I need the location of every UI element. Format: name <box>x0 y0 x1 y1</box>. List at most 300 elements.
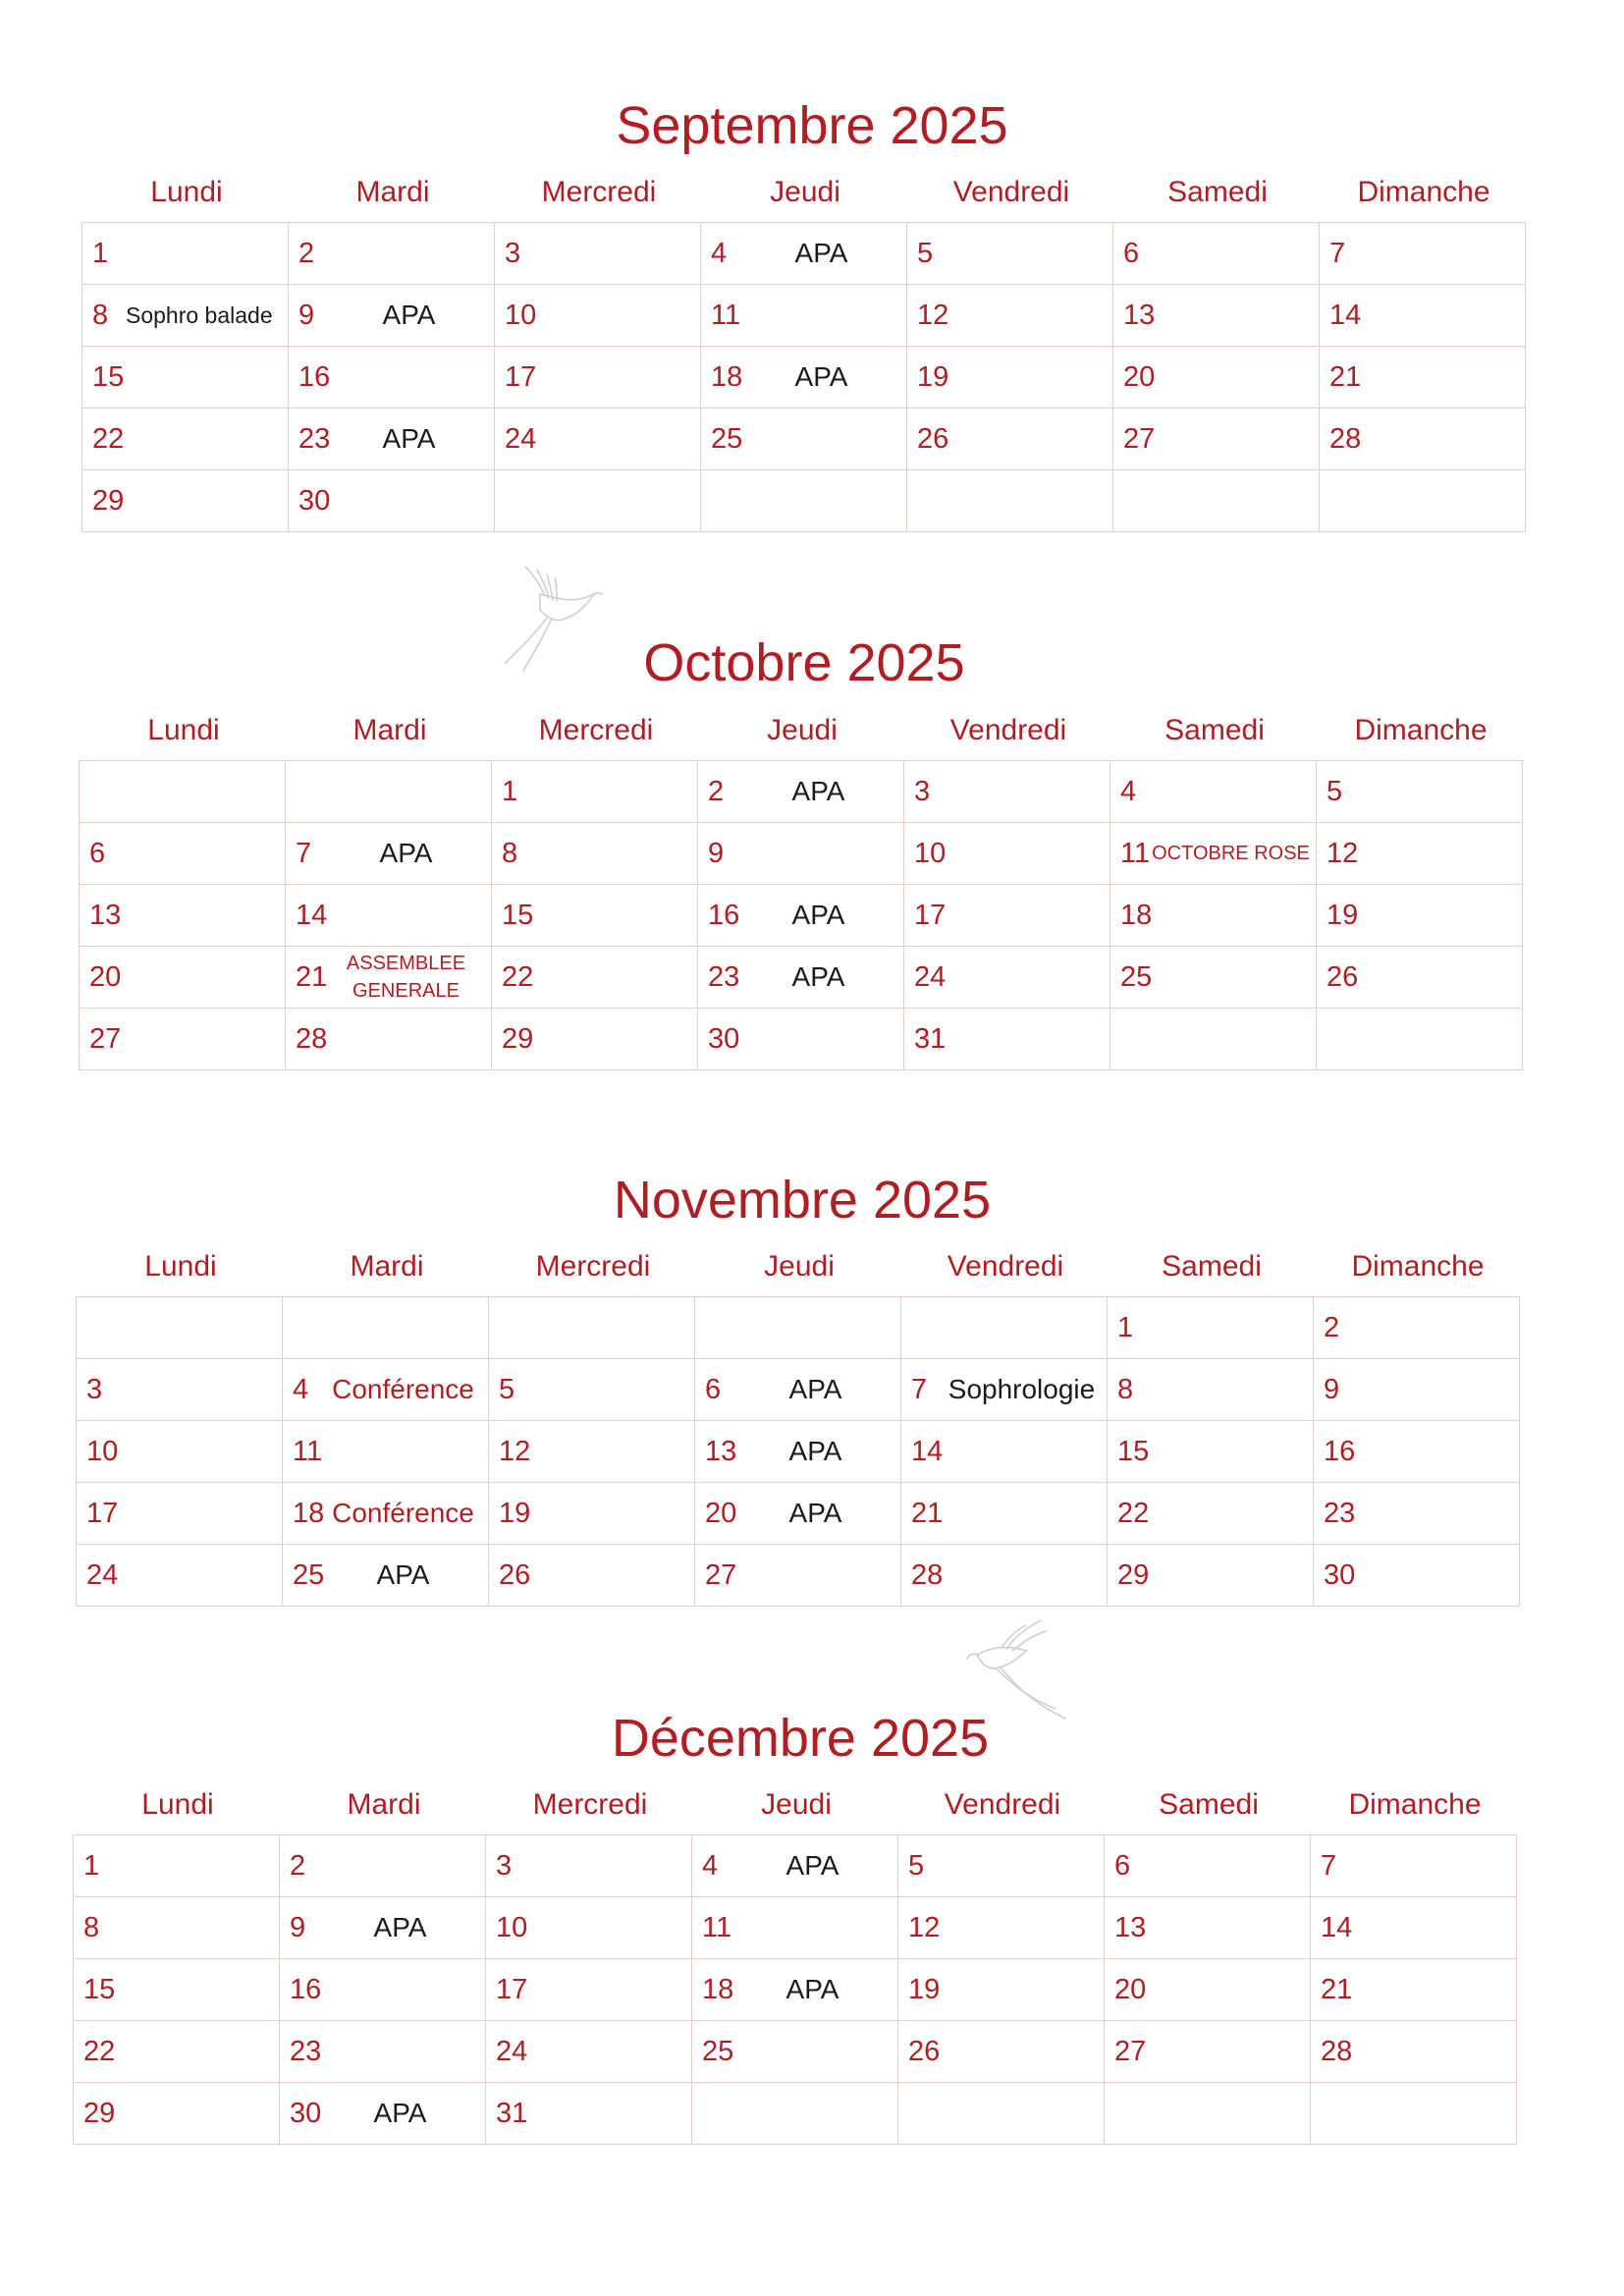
day-cell <box>695 1545 901 1607</box>
day-number: 23 <box>708 961 740 993</box>
day-cell <box>1320 409 1526 470</box>
day-number: 31 <box>496 2098 528 2129</box>
day-number: 16 <box>708 900 740 931</box>
day-number: 16 <box>1324 1436 1356 1467</box>
day-cell <box>1320 470 1526 532</box>
day-number: 2 <box>298 238 315 269</box>
day-cell <box>1105 2021 1311 2083</box>
day-number: 5 <box>1326 776 1343 807</box>
day-number: 8 <box>83 1912 100 1943</box>
day-cell <box>692 2021 898 2083</box>
day-number: 9 <box>708 838 725 869</box>
day-number: 20 <box>705 1498 737 1529</box>
event-label: APA <box>785 1850 839 1881</box>
day-number: 26 <box>1326 961 1359 993</box>
event-label: APA <box>794 238 848 268</box>
day-cell <box>489 1421 695 1483</box>
event-label: APA <box>791 900 845 930</box>
weekday-header <box>75 1787 1518 1827</box>
day-cell <box>898 1959 1105 2021</box>
event-label: APA <box>785 1974 839 2004</box>
event-label: APA <box>373 2098 427 2128</box>
weekday-1: Lundi <box>141 1788 214 1821</box>
day-cell <box>1113 347 1320 409</box>
day-cell <box>74 2083 280 2145</box>
day-cell <box>1108 1359 1314 1421</box>
day-number: 15 <box>92 361 125 393</box>
day-cell <box>289 409 495 470</box>
day-cell <box>1317 885 1523 947</box>
day-number: 12 <box>499 1436 531 1467</box>
day-number: 21 <box>911 1498 944 1529</box>
day-cell <box>1311 2021 1517 2083</box>
day-number: 18 <box>1120 900 1153 931</box>
day-number: 14 <box>911 1436 944 1467</box>
weekday-6: Samedi <box>1159 1788 1259 1821</box>
month-title: Septembre 2025 <box>616 96 1008 155</box>
day-cell <box>495 223 701 285</box>
weekday-2: Mardi <box>347 1788 421 1821</box>
day-number: 29 <box>502 1023 534 1055</box>
day-cell <box>289 347 495 409</box>
day-number: 10 <box>505 300 537 331</box>
day-number: 21 <box>1329 361 1362 393</box>
day-number: 18 <box>711 361 743 393</box>
day-cell <box>1311 1959 1517 2021</box>
day-cell <box>1105 1897 1311 1959</box>
calendar-grid <box>81 222 1526 532</box>
day-number: 3 <box>86 1374 103 1405</box>
day-number: 8 <box>1117 1374 1134 1405</box>
day-cell <box>1314 1297 1520 1359</box>
day-cell <box>283 1421 489 1483</box>
day-number: 27 <box>705 1559 737 1591</box>
day-number: 1 <box>92 238 109 269</box>
day-cell <box>280 1835 486 1897</box>
day-number: 28 <box>1321 2036 1353 2067</box>
day-cell <box>82 347 289 409</box>
day-number: 12 <box>1326 838 1359 869</box>
day-cell <box>489 1359 695 1421</box>
day-number: 22 <box>502 961 534 993</box>
day-cell <box>1108 1545 1314 1607</box>
day-number: 4 <box>702 1850 719 1882</box>
day-cell <box>698 885 904 947</box>
day-cell <box>1110 823 1317 885</box>
day-number: 30 <box>708 1023 740 1055</box>
day-cell <box>486 2083 692 2145</box>
day-cell <box>492 885 698 947</box>
day-cell <box>692 2083 898 2145</box>
day-number: 17 <box>505 361 537 393</box>
day-cell <box>1108 1297 1314 1359</box>
day-cell <box>1110 761 1317 823</box>
weekday-2: Mardi <box>350 1250 424 1283</box>
day-number: 15 <box>502 900 534 931</box>
day-number: 2 <box>290 1850 306 1882</box>
weekday-7: Dimanche <box>1348 1788 1482 1821</box>
event-label: APA <box>791 961 845 992</box>
day-cell <box>286 947 492 1009</box>
weekday-3: Mercredi <box>535 1250 651 1283</box>
day-number: 27 <box>1114 2036 1147 2067</box>
day-cell <box>74 1959 280 2021</box>
day-number: 20 <box>1123 361 1156 393</box>
day-cell <box>907 470 1113 532</box>
day-cell <box>77 1359 283 1421</box>
day-cell <box>695 1359 901 1421</box>
day-cell <box>80 823 286 885</box>
day-number: 28 <box>911 1559 944 1591</box>
day-cell <box>286 1009 492 1070</box>
day-cell <box>901 1483 1108 1545</box>
day-cell <box>82 285 289 347</box>
day-number: 30 <box>298 485 331 517</box>
day-cell <box>701 347 907 409</box>
day-cell <box>289 223 495 285</box>
day-cell <box>80 1009 286 1070</box>
day-number: 24 <box>505 423 537 455</box>
day-number: 17 <box>86 1498 119 1529</box>
day-number: 27 <box>1123 423 1156 455</box>
day-number: 25 <box>1120 961 1153 993</box>
day-cell <box>1311 1835 1517 1897</box>
day-number: 16 <box>298 361 331 393</box>
day-cell <box>80 761 286 823</box>
day-number: 30 <box>1324 1559 1356 1591</box>
day-cell <box>80 885 286 947</box>
weekday-5: Vendredi <box>952 176 1070 208</box>
day-number: 18 <box>702 1974 734 2005</box>
day-number: 13 <box>1123 300 1156 331</box>
day-number: 28 <box>296 1023 328 1055</box>
day-number: 13 <box>89 900 122 931</box>
day-number: 11 <box>702 1912 732 1943</box>
day-number: 1 <box>502 776 518 807</box>
event-label: ASSEMBLEE GENERALE <box>346 953 466 1002</box>
day-number: 20 <box>1114 1974 1147 2005</box>
weekday-6: Samedi <box>1164 714 1265 746</box>
day-cell <box>1108 1421 1314 1483</box>
day-number: 23 <box>1324 1498 1356 1529</box>
day-cell <box>701 223 907 285</box>
day-cell <box>698 823 904 885</box>
day-cell <box>901 1359 1108 1421</box>
day-number: 6 <box>705 1374 722 1405</box>
day-number: 7 <box>1329 238 1346 269</box>
day-cell <box>289 470 495 532</box>
day-number: 29 <box>92 485 125 517</box>
day-cell <box>898 2083 1105 2145</box>
day-number: 2 <box>708 776 725 807</box>
weekday-1: Lundi <box>150 176 223 208</box>
day-cell <box>489 1483 695 1545</box>
day-number: 13 <box>1114 1912 1147 1943</box>
day-cell <box>901 1421 1108 1483</box>
day-number: 25 <box>702 2036 734 2067</box>
day-number: 3 <box>505 238 521 269</box>
day-number: 5 <box>908 1850 925 1882</box>
day-number: 7 <box>296 838 312 869</box>
day-number: 4 <box>293 1374 309 1405</box>
day-cell <box>698 761 904 823</box>
event-label: Conférence <box>332 1374 474 1404</box>
day-number: 19 <box>908 1974 941 2005</box>
day-cell <box>692 1959 898 2021</box>
day-number: 25 <box>711 423 743 455</box>
day-cell <box>904 823 1110 885</box>
day-number: 1 <box>1117 1312 1134 1343</box>
day-number: 15 <box>83 1974 116 2005</box>
day-cell <box>82 409 289 470</box>
day-number: 29 <box>83 2098 116 2129</box>
bird-icon <box>486 555 623 683</box>
weekday-header <box>81 713 1524 752</box>
event-label: APA <box>382 300 436 330</box>
day-cell <box>286 885 492 947</box>
day-number: 4 <box>711 238 728 269</box>
weekday-7: Dimanche <box>1357 176 1490 208</box>
day-cell <box>698 1009 904 1070</box>
event-label: Sophrologie <box>947 1374 1096 1404</box>
day-cell <box>280 1897 486 1959</box>
day-number: 31 <box>914 1023 947 1055</box>
day-number: 22 <box>1117 1498 1150 1529</box>
day-number: 22 <box>83 2036 116 2067</box>
day-cell <box>74 2021 280 2083</box>
day-cell <box>495 285 701 347</box>
day-cell <box>701 409 907 470</box>
day-cell <box>492 947 698 1009</box>
day-cell <box>283 1545 489 1607</box>
day-cell <box>1320 285 1526 347</box>
day-number: 6 <box>1114 1850 1131 1882</box>
weekday-6: Samedi <box>1167 176 1268 208</box>
day-cell <box>283 1359 489 1421</box>
day-number: 7 <box>1321 1850 1337 1882</box>
day-cell <box>77 1297 283 1359</box>
day-cell <box>1105 2083 1311 2145</box>
day-number: 26 <box>499 1559 531 1591</box>
calendar-grid <box>79 760 1523 1070</box>
day-cell <box>286 761 492 823</box>
day-cell <box>701 285 907 347</box>
day-number: 6 <box>1123 238 1140 269</box>
day-cell <box>898 1835 1105 1897</box>
day-number: 28 <box>1329 423 1362 455</box>
day-cell <box>904 947 1110 1009</box>
day-number: 24 <box>496 2036 528 2067</box>
day-number: 14 <box>1321 1912 1353 1943</box>
day-cell <box>495 347 701 409</box>
day-number: 22 <box>92 423 125 455</box>
day-cell <box>1311 1897 1517 1959</box>
day-cell <box>280 2083 486 2145</box>
month-title: Novembre 2025 <box>613 1171 992 1230</box>
day-cell <box>904 885 1110 947</box>
day-number: 14 <box>296 900 328 931</box>
day-cell <box>286 823 492 885</box>
day-cell <box>701 470 907 532</box>
day-number: 5 <box>499 1374 515 1405</box>
weekday-1: Lundi <box>147 714 220 746</box>
day-cell <box>489 1545 695 1607</box>
month-title: Décembre 2025 <box>611 1709 990 1768</box>
event-label: Sophro balade <box>126 302 273 328</box>
day-number: 3 <box>914 776 931 807</box>
day-number: 14 <box>1329 300 1362 331</box>
day-cell <box>495 409 701 470</box>
day-number: 7 <box>911 1374 928 1405</box>
day-cell <box>692 1835 898 1897</box>
day-number: 17 <box>914 900 947 931</box>
day-cell <box>904 761 1110 823</box>
day-number: 18 <box>293 1498 325 1529</box>
weekday-5: Vendredi <box>944 1788 1061 1821</box>
day-cell <box>1113 285 1320 347</box>
weekday-4: Jeudi <box>764 1250 835 1283</box>
day-cell <box>1317 823 1523 885</box>
day-cell <box>1108 1483 1314 1545</box>
day-cell <box>492 1009 698 1070</box>
event-label: APA <box>373 1912 427 1942</box>
day-cell <box>1314 1421 1520 1483</box>
day-cell <box>1317 761 1523 823</box>
day-cell <box>489 1297 695 1359</box>
day-number: 2 <box>1324 1312 1340 1343</box>
day-number: 10 <box>914 838 947 869</box>
day-number: 11 <box>711 300 741 331</box>
day-number: 19 <box>917 361 949 393</box>
day-cell <box>1314 1359 1520 1421</box>
day-cell <box>74 1835 280 1897</box>
event-label: APA <box>382 423 436 454</box>
day-cell <box>486 2021 692 2083</box>
day-number: 21 <box>1321 1974 1353 2005</box>
day-number: 11 <box>293 1436 323 1467</box>
day-cell <box>486 1835 692 1897</box>
day-number: 6 <box>89 838 106 869</box>
day-cell <box>1311 2083 1517 2145</box>
day-cell <box>492 823 698 885</box>
day-cell <box>1113 223 1320 285</box>
weekday-header <box>83 175 1527 214</box>
event-label: APA <box>376 1559 430 1590</box>
bird-icon <box>947 1615 1085 1743</box>
day-number: 25 <box>293 1559 325 1591</box>
weekday-4: Jeudi <box>767 714 838 746</box>
day-number: 19 <box>499 1498 531 1529</box>
day-number: 11 <box>1120 838 1151 869</box>
day-cell <box>77 1421 283 1483</box>
calendar-grid <box>76 1296 1520 1607</box>
day-cell <box>898 1897 1105 1959</box>
day-cell <box>1317 947 1523 1009</box>
day-cell <box>1320 347 1526 409</box>
day-cell <box>492 761 698 823</box>
day-number: 10 <box>86 1436 119 1467</box>
weekday-1: Lundi <box>144 1250 217 1283</box>
day-cell <box>1110 947 1317 1009</box>
weekday-3: Mercredi <box>538 714 654 746</box>
day-number: 26 <box>917 423 949 455</box>
event-label: APA <box>379 838 433 868</box>
event-label: APA <box>788 1374 842 1404</box>
day-number: 24 <box>86 1559 119 1591</box>
day-number: 15 <box>1117 1436 1150 1467</box>
day-cell <box>907 285 1113 347</box>
day-number: 9 <box>1324 1374 1340 1405</box>
day-cell <box>695 1483 901 1545</box>
month-title: Octobre 2025 <box>643 633 965 692</box>
event-label: Conférence <box>332 1498 474 1528</box>
day-cell <box>1317 1009 1523 1070</box>
day-cell <box>904 1009 1110 1070</box>
day-cell <box>289 285 495 347</box>
weekday-6: Samedi <box>1162 1250 1262 1283</box>
day-number: 4 <box>1120 776 1137 807</box>
day-number: 9 <box>290 1912 306 1943</box>
weekday-4: Jeudi <box>761 1788 832 1821</box>
day-cell <box>486 1959 692 2021</box>
day-cell <box>901 1545 1108 1607</box>
day-cell <box>1110 1009 1317 1070</box>
event-label: APA <box>794 361 848 392</box>
day-cell <box>486 1897 692 1959</box>
day-cell <box>1314 1483 1520 1545</box>
day-cell <box>695 1297 901 1359</box>
day-cell <box>1113 470 1320 532</box>
weekday-7: Dimanche <box>1351 1250 1485 1283</box>
event-label: APA <box>788 1498 842 1528</box>
day-cell <box>1320 223 1526 285</box>
day-cell <box>80 947 286 1009</box>
day-number: 24 <box>914 961 947 993</box>
weekday-5: Vendredi <box>949 714 1067 746</box>
day-cell <box>82 223 289 285</box>
day-number: 8 <box>502 838 518 869</box>
day-number: 12 <box>908 1912 941 1943</box>
weekday-7: Dimanche <box>1354 714 1488 746</box>
day-cell <box>898 2021 1105 2083</box>
day-number: 16 <box>290 1974 322 2005</box>
day-number: 23 <box>298 423 331 455</box>
day-cell <box>1113 409 1320 470</box>
day-number: 20 <box>89 961 122 993</box>
day-number: 9 <box>298 300 315 331</box>
day-number: 3 <box>496 1850 513 1882</box>
weekday-5: Vendredi <box>947 1250 1064 1283</box>
day-cell <box>283 1297 489 1359</box>
day-cell <box>698 947 904 1009</box>
day-number: 17 <box>496 1974 528 2005</box>
event-label: OCTOBRE ROSE <box>1152 843 1310 864</box>
day-number: 30 <box>290 2098 322 2129</box>
day-cell <box>1314 1545 1520 1607</box>
day-number: 26 <box>908 2036 941 2067</box>
day-cell <box>695 1421 901 1483</box>
day-cell <box>1105 1959 1311 2021</box>
day-number: 10 <box>496 1912 528 1943</box>
day-cell <box>692 1897 898 1959</box>
calendar-grid <box>73 1834 1517 2145</box>
day-number: 12 <box>917 300 949 331</box>
day-number: 23 <box>290 2036 322 2067</box>
weekday-2: Mardi <box>355 176 430 208</box>
day-cell <box>77 1483 283 1545</box>
day-number: 19 <box>1326 900 1359 931</box>
event-label: APA <box>788 1436 842 1466</box>
